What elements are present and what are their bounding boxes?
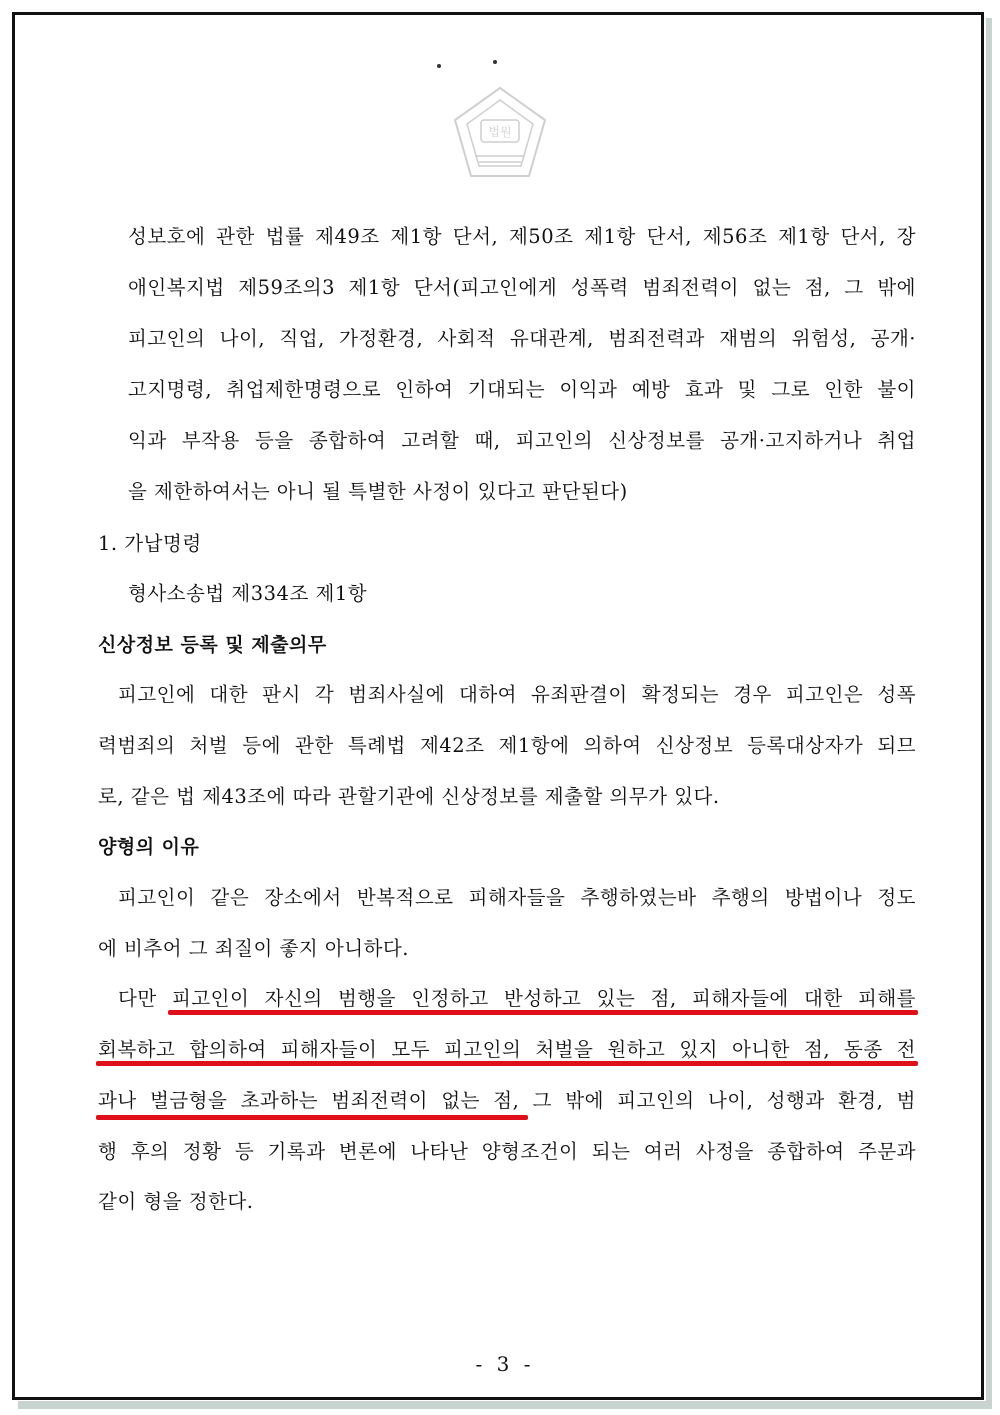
highlight-underline <box>168 1010 918 1015</box>
highlight-underline <box>96 1115 528 1120</box>
section-heading: 신상정보 등록 및 제출의무 <box>98 634 327 656</box>
item-text: 형사소송법 제334조 제1항 <box>128 582 368 605</box>
paragraph-line: 과나 벌금형을 초과하는 범죄전력이 없는 점, 그 밖에 피고인의 나이, 성행과 환경, 범 <box>98 1089 916 1112</box>
paragraph-line: 을 제한하여서는 아니 될 특별한 사정이 있다고 판단된다) <box>128 480 628 503</box>
item-heading: 1. 가납명령 <box>98 532 202 555</box>
paragraph-line: 회복하고 합의하여 피해자들이 모두 피고인의 처벌을 원하고 있지 아니한 점, 동종 전 <box>98 1038 916 1061</box>
page-shadow-right <box>986 18 992 1408</box>
svg-text:법원: 법원 <box>488 125 512 139</box>
paragraph-line: 같이 형을 정한다. <box>98 1190 254 1213</box>
section-heading: 양형의 이유 <box>98 836 200 858</box>
scan-dot <box>437 64 441 68</box>
highlight-underline <box>96 1061 918 1066</box>
paragraph-line: 다만 피고인이 자신의 범행을 인정하고 반성하고 있는 점, 피해자들에 대한 피해를 <box>118 987 916 1010</box>
page-number: - 3 - <box>475 1352 535 1376</box>
paragraph-line: 성보호에 관한 법률 제49조 제1항 단서, 제50조 제1항 단서, 제56조 제1항 단서, 장 <box>128 225 916 248</box>
paragraph-line: 피고인의 나이, 직업, 가정환경, 사회적 유대관계, 범죄전력과 재범의 위험성, 공개· <box>128 327 916 350</box>
paragraph-line: 력범죄의 처벌 등에 관한 특례법 제42조 제1항에 의하여 신상정보 등록대상자가 되므 <box>98 734 916 757</box>
paragraph-line: 고지명령, 취업제한명령으로 인하여 기대되는 이익과 예방 효과 및 그로 인한 불이 <box>128 378 916 401</box>
paragraph-line: 피고인이 같은 장소에서 반복적으로 피해자들을 추행하였는바 추행의 방법이나 정도 <box>118 886 916 909</box>
page-shadow-bottom <box>18 1401 992 1409</box>
paragraph-line: 피고인에 대한 판시 각 범죄사실에 대하여 유죄판결이 확정되는 경우 피고인은 성폭 <box>118 683 916 706</box>
paragraph-line: 애인복지법 제59조의3 제1항 단서(피고인에게 성폭력 범죄전력이 없는 점, 그 밖에 <box>128 276 916 299</box>
court-seal-watermark-icon <box>445 80 555 190</box>
paragraph-line: 익과 부작용 등을 종합하여 고려할 때, 피고인의 신상정보를 공개·고지하거나 취업 <box>128 429 916 452</box>
scan-dot <box>493 60 497 64</box>
paragraph-line: 에 비추어 그 죄질이 좋지 아니하다. <box>98 937 409 960</box>
paragraph-line: 행 후의 정황 등 기록과 변론에 나타난 양형조건이 되는 여러 사정을 종합하여 주문과 <box>98 1140 916 1163</box>
paragraph-line: 로, 같은 법 제43조에 따라 관할기관에 신상정보를 제출할 의무가 있다. <box>98 785 720 808</box>
